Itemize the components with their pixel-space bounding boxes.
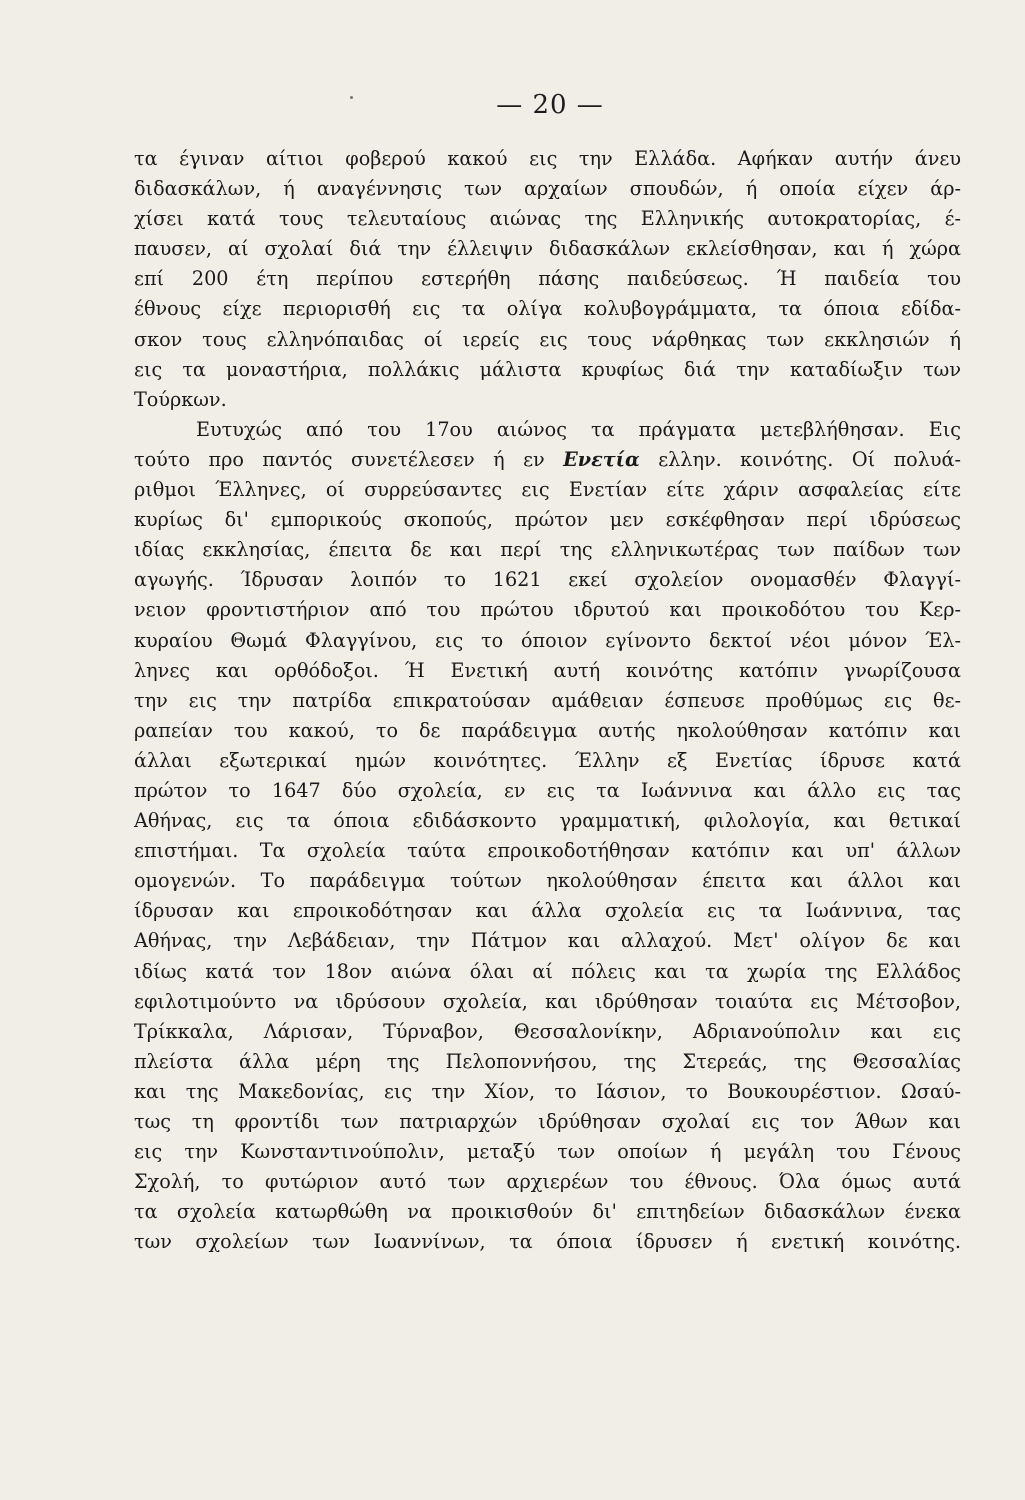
text-line: πλείστα άλλα μέρη της Πελοποννήσου, της Στερεάς, της Θεσσαλίας [134,1049,961,1073]
text-line: κυραίου Θωμά Φλαγγίνου, εις το όποιον εγίνοντο δεκτοί νέοι μόνον Έλ- [134,628,961,652]
text-line: εις τα μοναστήρια, πολλάκις μάλιστα κρυφίως διά την καταδίωξιν των [134,357,961,381]
text-line: τα σχολεία κατωρθώθη να προικισθούν δι' επιτηδείων διδασκάλων ένεκα [134,1200,961,1224]
text-line: διδασκάλων, ή αναγέννησις των αρχαίων σπουδών, ή οποία είχεν άρ- [134,177,961,201]
text-line-paragraph-end: Τούρκων. [134,387,227,411]
text-line: ραπείαν του κακού, το δε παράδειγμα αυτής ηκολούθησαν κατόπιν και [134,718,961,742]
text-line-with-emphasis [134,445,961,475]
text-line: ομογενών. Το παράδειγμα τούτων ηκολούθησαν έπειτα και άλλοι και [134,869,961,893]
text-line: εφιλοτιμούντο να ιδρύσουν σχολεία, και ιδρύθησαν τοιαύτα εις Μέτσοβον, [134,989,961,1013]
text-line: παυσεν, αί σχολαί διά την έλλειψιν διδασκάλων εκλείσθησαν, και ή χώρα [134,237,961,261]
text-line: τα έγιναν αίτιοι φοβερού κακού εις την Ελλάδα. Αφήκαν αυτήν άνευ [134,147,961,170]
text-line: αγωγής. Ίδρυσαν λοιπόν το 1621 εκεί σχολείον ονομασθέν Φλαγγί- [134,568,961,592]
text-line: ιδίως κατά τον 18ον αιώνα όλαι αί πόλεις και τα χωρία της Ελλάδος [134,959,961,983]
text-line: και της Μακεδονίας, εις την Χίον, το Ιάσιον, το Βουκουρέστιον. Ωσαύ- [134,1079,961,1103]
text-line: έθνους είχε περιορισθή εις τα ολίγα κολυβογράμματα, τα όποια εδίδα- [134,297,961,321]
text-line: εις την Κωνσταντινούπολιν, μεταξύ των οποίων ή μεγάλη του Γένους [134,1140,961,1164]
text-line: επί 200 έτη περίπου εστερήθη πάσης παιδεύσεως. Ή παιδεία του [134,267,961,291]
text-line: ιδίας εκκλησίας, έπειτα δε και περί της ελληνικωτέρας των παίδων των [134,538,961,562]
text-line: Τρίκκαλα, Λάρισαν, Τύρναβον, Θεσσαλονίκην, Αδριανούπολιν και εις [134,1019,961,1043]
page-number: — 20 — [496,90,604,120]
text-line: των σχολείων των Ιωαννίνων, τα όποια ίδρυσεν ή ενετική κοινότης. [134,1230,961,1254]
text-line: σκον τους ελληνόπαιδας οί ιερείς εις τους νάρθηκας των εκκλησιών ή [134,327,961,351]
text-line: ληνες και ορθόδοξοι. Ή Ενετική αυτή κοινότης κατόπιν γνωρίζουσα [134,658,961,682]
body-text [134,144,961,1257]
text-segment: τούτο προ παντός συνετέλεσεν ή εν [134,447,564,471]
text-line: τως τη φροντίδι των πατριαρχών ιδρύθησαν σχολαί εις τον Άθων και [134,1110,961,1133]
text-line: επιστήμαι. Τα σχολεία ταύτα επροικοδοτήθησαν κατόπιν και υπ' άλλων [134,839,961,863]
text-line: ριθμοι Έλληνες, οί συρρεύσαντες εις Ενετίαν είτε χάριν ασφαλείας είτε [134,478,961,502]
text-line: ίδρυσαν και επροικοδότησαν και άλλα σχολεία εις τα Ιωάννινα, τας [134,899,961,923]
text-line: χίσει κατά τους τελευταίους αιώνας της Ελληνικής αυτοκρατορίας, έ- [134,207,961,231]
text-segment: ελλην. κοινότης. Οί πολυά- [639,447,961,471]
text-line-paragraph-start: Ευτυχώς από του 17ου αιώνος τα πράγματα μετεβλήθησαν. Εις [196,417,961,441]
text-line: κυρίως δι' εμπορικούς σκοπούς, πρώτον μεν εσκέφθησαν περί ιδρύσεως [134,508,961,532]
text-line: πρώτον το 1647 δύο σχολεία, εν εις τα Ιωάννινα και άλλο εις τας [134,778,961,802]
text-line: Αθήνας, εις τα όποια εδιδάσκοντο γραμματική, φιλολογία, και θετικαί [134,809,961,833]
text-line: άλλαι εξωτερικαί ημών κοινότητες. Έλλην εξ Ενετίας ίδρυσε κατά [134,748,961,772]
emphasized-word-venice: Ενετία [563,447,640,471]
text-line: την εις την πατρίδα επικρατούσαν αμάθειαν έσπευσε προθύμως εις θε- [134,688,961,712]
text-line: νειον φροντιστήριον από του πρώτου ιδρυτού και προικοδότου του Κερ- [134,598,961,622]
text-line: Σχολή, το φυτώριον αυτό των αρχιερέων του έθνους. Όλα όμως αυτά [134,1170,961,1194]
text-line: Αθήνας, την Λεβάδειαν, την Πάτμον και αλλαχού. Μετ' ολίγον δε και [134,929,961,953]
